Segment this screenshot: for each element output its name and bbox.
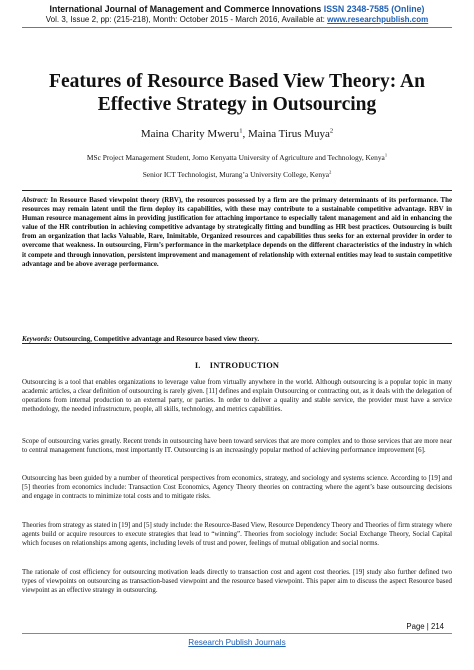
volume-info: Vol. 3, Issue 2, pp: (215-218), Month: October 2015 - March 2016, Available at:	[45, 15, 325, 24]
author-2: Maina Tirus Muya	[247, 128, 330, 140]
journal-title-line	[0, 4, 474, 15]
keywords-text: Outsourcing, Competitive advantage and Resource based view theory.	[51, 336, 260, 343]
affiliation-1-mark: 1	[384, 152, 388, 158]
journal-header	[0, 4, 474, 25]
title-line-1: Features of Resource Based View Theory: An	[49, 71, 425, 92]
footer-divider	[22, 633, 452, 634]
journal-name: International Journal of Management and Commerce Innovations	[49, 4, 322, 14]
body-paragraph: Outsourcing has been guided by a number of theoretical perspectives from economics, strategy, and sociology and systems science. According to [19] and [5] theories from economics include: Transaction Cost Economics, Agency Theory theories on contracting where the agent’s base outsourcing decisions and engage in contracts to minimize total costs and to mitigate risks.	[22, 475, 452, 501]
section-title: INTRODUCTION	[209, 361, 280, 370]
keywords	[22, 335, 452, 344]
section-number: I.	[194, 361, 201, 370]
journal-volume-line	[0, 15, 474, 25]
affiliation-2	[20, 170, 454, 180]
abstract	[22, 196, 452, 269]
author-separator: ,	[242, 128, 248, 140]
affiliation-2-mark: 2	[329, 169, 332, 175]
page-number: Page | 214	[406, 622, 444, 631]
header-divider	[22, 27, 452, 28]
abstract-text: In Resource Based viewpoint theory (RBV), the resources possessed by a firm are the primary determinants of its performance. The resources may remain latent until the firm deploy its capabilities, with these may contribute to a sustainable competitive advantage. RBV in Human resource management aims in providing justification for attaching importance to especially talent management and aid in enhancing the value of the HR contribution in achieving competitive advantage by strategically fitting and bundling as HR best practices. Outsourcing is built from an organization that lacks Valuable, Rare, Inimitable, Organized resources and capabilities thus seeks for an external provider in order to overcome that weakness. In outsourcing, Firm’s performance in the marketplace depends on the different characteristics of the industry in which it compete and through innovation, persistent improvement and management of relationship with external entities may lead to sustain competitive advantage and be above average performance.	[22, 197, 452, 268]
issn: ISSN 2348-7585 (Online)	[323, 4, 425, 14]
body-paragraph: The rationale of cost efficiency for outsourcing motivation leads directly to transaction cost and agent cost theories. [19] study also further defined two types of viewpoints on outsourcing as transaction-based viewpoint and the resource based viewpoint. This paper aim to discuss the aspect Resource based viewpoint as an effective strategy in outsourcing.	[22, 569, 452, 595]
author-list	[20, 127, 454, 141]
author-1-mark: 1	[239, 127, 243, 135]
affiliation-2-text: Senior ICT Technologist, Murang’a University College, Kenya	[142, 170, 330, 179]
abstract-label: Abstract:	[22, 197, 49, 204]
paper-title	[20, 70, 454, 116]
affiliation-1-text: MSc Project Management Student, Jomo Kenyatta University of Agriculture and Technology, Kenya	[86, 153, 385, 162]
journal-website-link[interactable]: www.researchpublish.com	[327, 15, 429, 24]
affiliation-1	[20, 153, 454, 163]
author-1: Maina Charity Mweru	[140, 128, 240, 140]
body-paragraph: Theories from strategy as stated in [19] and [5] study include: the Resource-Based View, Resource Dependency Theory and Theories of firm strategy where agents build or acquire resources to execute strategies that lead to “winning”. Theories from sociology include: Social Exchange Theory, Social Capital which focuses on relationships among agents, including levels of trust and power, feelings of mutual obligation and social norms.	[22, 522, 452, 548]
section-heading	[0, 361, 474, 370]
publisher-link[interactable]: Research Publish Journals	[188, 638, 286, 647]
body-paragraph: Outsourcing is a tool that enables organizations to leverage value from virtually anywhere in the world. Although outsourcing is a popular topic in many academic articles, a clear definition of outsourcing is rarely given. [11] defines and explain Outsourcing or contracting out, as it deals with the delegation of operations from internal production to an external party, or parties. In order to deliver a quality and stable service, the provider must have a service methodology, the needed infrastructure, people, all skills, technology, and metrics capabilities.	[22, 379, 452, 414]
title-line-2: Effective Strategy in Outsourcing	[97, 94, 377, 115]
keywords-label: Keywords:	[22, 336, 52, 343]
author-2-mark: 2	[329, 127, 334, 135]
body-paragraph: Scope of outsourcing varies greatly. Recent trends in outsourcing have been toward services that are more complex and to those services that are more near to central management functions, most importantly IT. Outsourcing is an increasingly popular method of achieving performance improvement [6].	[22, 438, 452, 455]
